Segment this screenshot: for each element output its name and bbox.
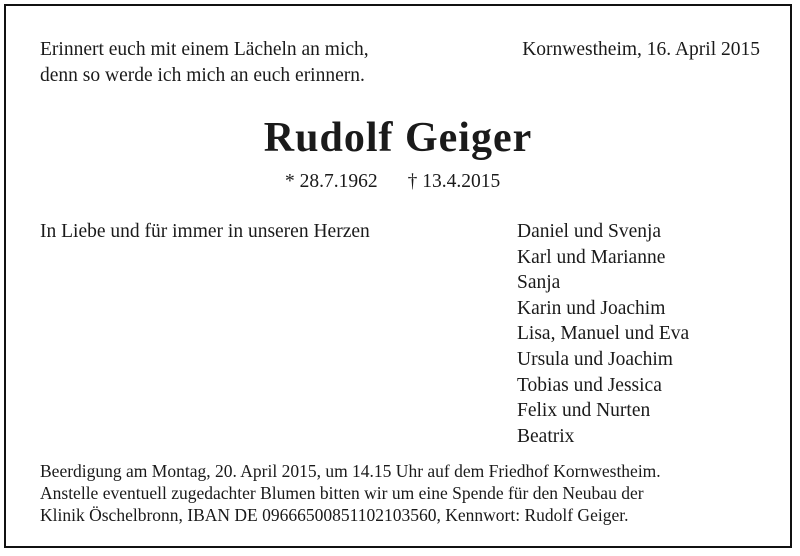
mourner-item: Felix und Nurten <box>517 400 651 422</box>
mourner-item: Tobias und Jessica <box>517 374 662 396</box>
place-date: Kornwestheim, 16. April 2015 <box>522 39 760 60</box>
obituary-notice <box>4 4 792 548</box>
mourner-item: Ursula und Joachim <box>517 348 673 370</box>
mourners-list <box>517 219 689 449</box>
donation-details-line: Klinik Öschelbronn, IBAN DE 09666500851102103560, Kennwort: Rudolf Geiger. <box>40 505 629 525</box>
mourner-item: Karin und Joachim <box>517 297 666 319</box>
mourner-item: Daniel und Svenja <box>517 221 662 242</box>
life-dates <box>285 169 500 195</box>
mourner-item: Karl und Marianne <box>517 246 666 268</box>
funeral-info <box>40 460 770 526</box>
mourner-item: Sanja <box>517 272 561 294</box>
mourner-item: Beatrix <box>517 425 575 447</box>
funeral-line: Beerdigung am Montag, 20. April 2015, um 14.15 Uhr auf dem Friedhof Kornwestheim. <box>40 461 661 481</box>
donation-line: Anstelle eventuell zugedachter Blumen bitten wir um eine Spende für den Neubau der <box>40 483 644 503</box>
death-date: † 13.4.2015 <box>407 171 501 192</box>
motto-line: Erinnert euch mit einem Lächeln an mich, <box>40 39 369 60</box>
dedication: In Liebe und für immer in unseren Herzen <box>40 221 370 242</box>
motto <box>40 37 369 89</box>
motto-line: denn so werde ich mich an euch erinnern. <box>40 65 365 86</box>
deceased-name: Rudolf Geiger <box>263 115 533 161</box>
birth-date: * 28.7.1962 <box>285 171 378 192</box>
mourner-item: Lisa, Manuel und Eva <box>517 323 690 345</box>
